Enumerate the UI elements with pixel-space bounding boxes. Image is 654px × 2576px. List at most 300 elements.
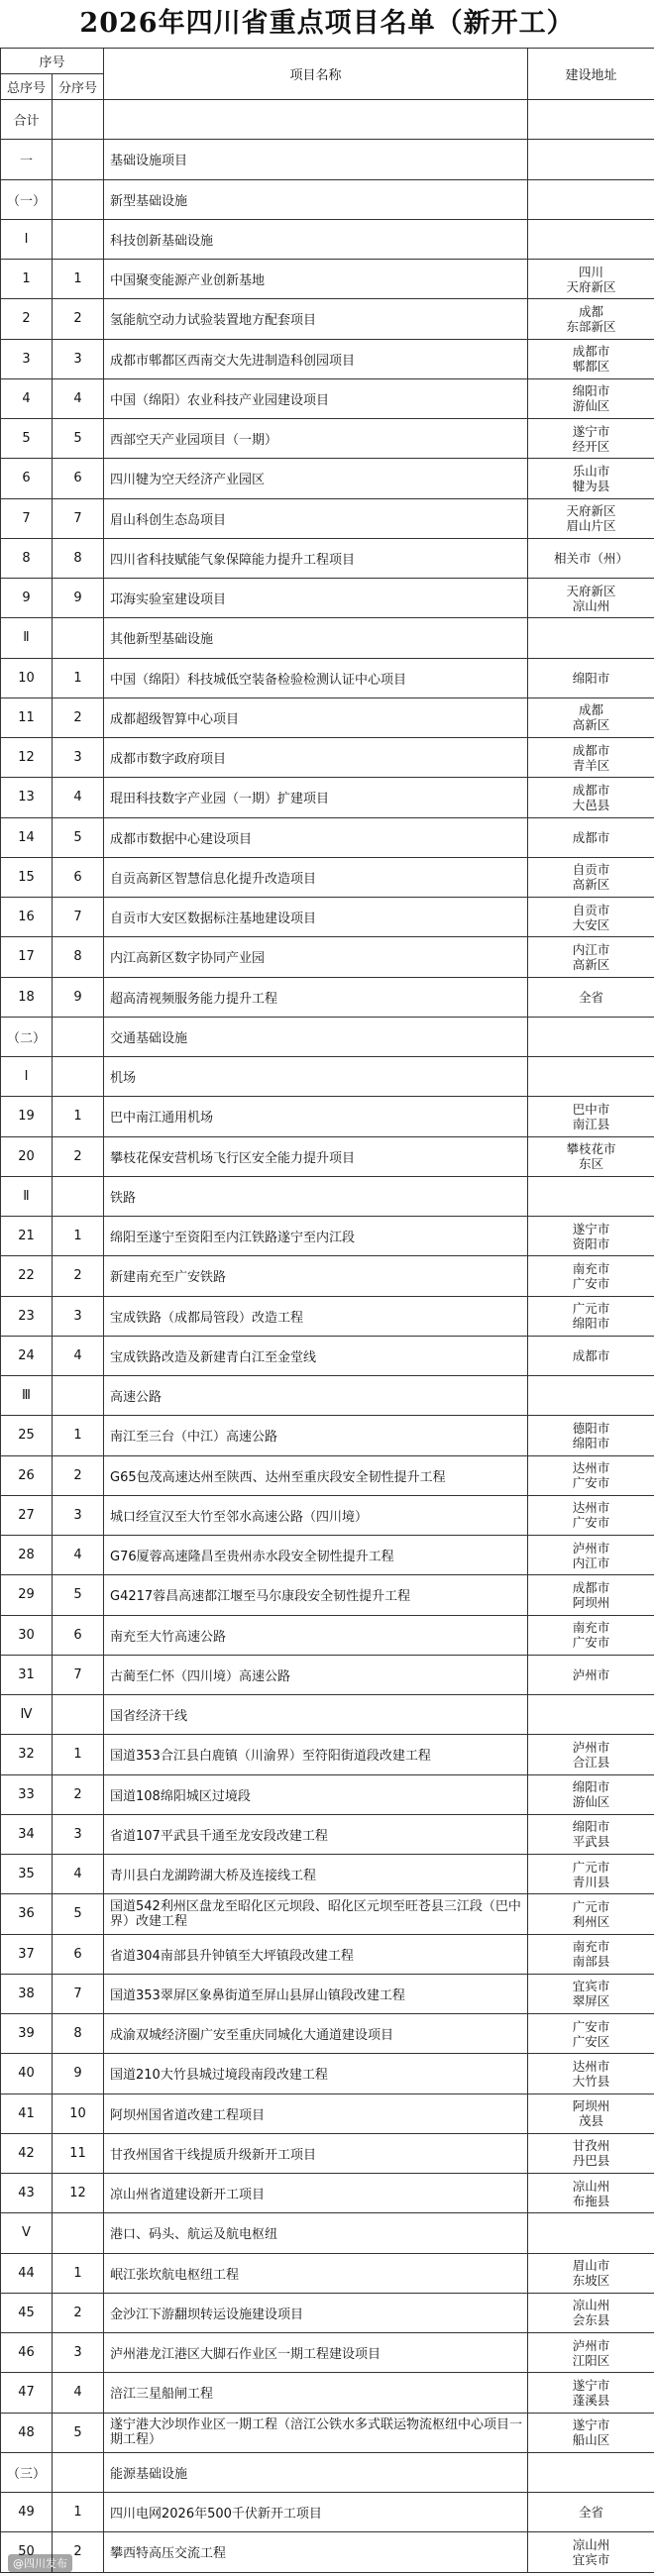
project-name: 国道353合江县白鹿镇（川渝界）至符阳街道段改建工程: [104, 1735, 528, 1774]
project-name: 攀西特高压交流工程: [104, 2532, 528, 2572]
project-name: 琨田科技数字产业园（一期）扩建项目: [104, 778, 528, 817]
sub-number: 5: [53, 2413, 104, 2452]
sub-number: 4: [53, 2373, 104, 2413]
sub-number: 2: [53, 1256, 104, 1296]
sub-number: 6: [53, 1934, 104, 1974]
project-location: 凉山州 会东县: [528, 2293, 654, 2332]
project-location: 自贡市 大安区: [528, 898, 654, 937]
project-name: 阿坝州国省道改建工程项目: [104, 2093, 528, 2133]
project-location: 天府新区 凉山州: [528, 579, 654, 618]
sub-number: 7: [53, 1974, 104, 2013]
sub-number: [53, 1017, 104, 1056]
project-name: 凉山州省道建设新开工项目: [104, 2174, 528, 2213]
table-row: [1, 498, 654, 538]
project-location: 遂宁市 经开区: [528, 419, 654, 459]
project-name: 南充至大竹高速公路: [104, 1615, 528, 1655]
sub-number: 3: [53, 1296, 104, 1336]
table-row: [1, 378, 654, 418]
project-name: 交通基础设施: [104, 1017, 528, 1056]
table-row: [1, 1416, 654, 1455]
total-number: （一）: [1, 179, 53, 219]
table-row: [1, 1575, 654, 1615]
project-name: 基础设施项目: [104, 140, 528, 179]
total-number: Ⅰ: [1, 219, 53, 259]
project-name: 国道108绵阳城区过境段: [104, 1774, 528, 1814]
project-location: 南充市 广安市: [528, 1256, 654, 1296]
total-number: （二）: [1, 1017, 53, 1056]
total-number: 29: [1, 1575, 53, 1615]
total-number: 19: [1, 1097, 53, 1136]
total-number: 1: [1, 260, 53, 299]
sub-number: 6: [53, 1615, 104, 1655]
project-location: 德阳市 绵阳市: [528, 1416, 654, 1455]
total-number: 16: [1, 898, 53, 937]
total-number: 15: [1, 857, 53, 897]
project-location: [528, 618, 654, 658]
total-number: 35: [1, 1855, 53, 1894]
project-name: [104, 100, 528, 140]
table-row: [1, 299, 654, 339]
sub-number: 7: [53, 898, 104, 937]
table-row: [1, 1296, 654, 1336]
sub-number: 5: [53, 1575, 104, 1615]
project-location: 成都市: [528, 817, 654, 857]
total-number: 18: [1, 977, 53, 1017]
header-total-no: 总序号: [1, 74, 53, 100]
project-name: 其他新型基础设施: [104, 618, 528, 658]
table-row: [1, 1894, 654, 1934]
project-location: [528, 100, 654, 140]
table-row: [1, 618, 654, 658]
project-location: 达州市 大竹县: [528, 2054, 654, 2093]
sub-number: 1: [53, 1217, 104, 1256]
table-row: [1, 1217, 654, 1256]
project-location: 广元市 绵阳市: [528, 1296, 654, 1336]
project-name: 省道107平武县千通至龙安段改建工程: [104, 1814, 528, 1854]
sub-number: 2: [53, 2293, 104, 2332]
sub-number: 2: [53, 1455, 104, 1495]
project-name: 成都市郫都区西南交大先进制造科创园项目: [104, 339, 528, 378]
sub-number: [53, 1057, 104, 1097]
project-location: 成都 高新区: [528, 698, 654, 737]
project-name: 港口、码头、航运及航电枢纽: [104, 2213, 528, 2253]
total-number: 11: [1, 698, 53, 737]
table-row: [1, 1136, 654, 1176]
project-location: 成都市 郫都区: [528, 339, 654, 378]
project-location: [528, 219, 654, 259]
total-number: 48: [1, 2413, 53, 2452]
project-name: 新型基础设施: [104, 179, 528, 219]
project-name: 城口经宣汉至大竹至邻水高速公路（四川境）: [104, 1495, 528, 1535]
project-name: 铁路: [104, 1176, 528, 1216]
project-location: 乐山市 犍为县: [528, 459, 654, 498]
sub-number: 1: [53, 658, 104, 698]
sub-number: 2: [53, 299, 104, 339]
project-location: 成都市: [528, 1336, 654, 1375]
table-row: [1, 1974, 654, 2013]
project-location: 遂宁市 船山区: [528, 2413, 654, 2452]
total-number: 2: [1, 299, 53, 339]
project-location: 绵阳市: [528, 658, 654, 698]
sub-number: [53, 1176, 104, 1216]
table-row: [1, 2532, 654, 2572]
table-row: [1, 100, 654, 140]
project-location: [528, 140, 654, 179]
total-number: 21: [1, 1217, 53, 1256]
project-location: 眉山市 东坡区: [528, 2253, 654, 2293]
total-number: 9: [1, 579, 53, 618]
sub-number: 8: [53, 937, 104, 977]
total-number: 49: [1, 2493, 53, 2532]
table-row: [1, 1376, 654, 1416]
sub-number: 1: [53, 260, 104, 299]
sub-number: 2: [53, 2532, 104, 2572]
total-number: 10: [1, 658, 53, 698]
table-row: [1, 1017, 654, 1056]
table-row: [1, 219, 654, 259]
table-row: [1, 2293, 654, 2332]
project-location: 达州市 广安市: [528, 1455, 654, 1495]
sub-number: 5: [53, 1894, 104, 1934]
sub-number: 3: [53, 1495, 104, 1535]
total-number: Ⅰ: [1, 1057, 53, 1097]
table-row: [1, 1695, 654, 1735]
project-location: 巴中市 南江县: [528, 1097, 654, 1136]
sub-number: [53, 219, 104, 259]
table-body: [1, 100, 654, 2573]
project-location: 天府新区 眉山片区: [528, 498, 654, 538]
total-number: 38: [1, 1974, 53, 2013]
table-row: [1, 419, 654, 459]
total-number: 合计: [1, 100, 53, 140]
project-name: 省道304南部县升钟镇至大坪镇段改建工程: [104, 1934, 528, 1974]
project-name: 四川省科技赋能气象保障能力提升工程项目: [104, 538, 528, 578]
table-row: [1, 2213, 654, 2253]
sub-number: 2: [53, 1774, 104, 1814]
project-location: 攀枝花市 东区: [528, 1136, 654, 1176]
project-name: 机场: [104, 1057, 528, 1097]
total-number: 32: [1, 1735, 53, 1774]
sub-number: 1: [53, 1097, 104, 1136]
table-row: [1, 140, 654, 179]
table-row: [1, 1615, 654, 1655]
sub-number: 8: [53, 2014, 104, 2054]
project-name: 能源基础设施: [104, 2452, 528, 2492]
total-number: Ⅱ: [1, 1176, 53, 1216]
table-row: [1, 260, 654, 299]
sub-number: 4: [53, 378, 104, 418]
total-number: 4: [1, 378, 53, 418]
project-name: 科技创新基础设施: [104, 219, 528, 259]
total-number: 27: [1, 1495, 53, 1535]
sub-number: 5: [53, 817, 104, 857]
table-row: [1, 2054, 654, 2093]
sub-number: [53, 2452, 104, 2492]
project-name: 四川犍为空天经济产业园区: [104, 459, 528, 498]
project-location: 四川 天府新区: [528, 260, 654, 299]
table-row: [1, 1934, 654, 1974]
table-row: [1, 857, 654, 897]
project-name: 岷江张坎航电枢纽工程: [104, 2253, 528, 2293]
project-name: 巴中南江通用机场: [104, 1097, 528, 1136]
project-location: 内江市 高新区: [528, 937, 654, 977]
project-name: 宝成铁路（成都局管段）改造工程: [104, 1296, 528, 1336]
project-location: [528, 1376, 654, 1416]
project-name: 青川县白龙湖跨湖大桥及连接线工程: [104, 1855, 528, 1894]
total-number: 一: [1, 140, 53, 179]
total-number: 30: [1, 1615, 53, 1655]
sub-number: 9: [53, 2054, 104, 2093]
project-location: 自贡市 高新区: [528, 857, 654, 897]
project-location: [528, 1017, 654, 1056]
table-row: [1, 2413, 654, 2452]
project-location: [528, 2452, 654, 2492]
sub-number: 2: [53, 1136, 104, 1176]
table-row: [1, 2452, 654, 2492]
project-name: 泸州港龙江港区大脚石作业区一期工程建设项目: [104, 2333, 528, 2373]
table-row: [1, 658, 654, 698]
table-row: [1, 1057, 654, 1097]
total-number: 45: [1, 2293, 53, 2332]
total-number: 44: [1, 2253, 53, 2293]
table-row: [1, 898, 654, 937]
project-location: 广元市 利州区: [528, 1894, 654, 1934]
project-location: [528, 179, 654, 219]
total-number: 36: [1, 1894, 53, 1934]
table-row: [1, 1495, 654, 1535]
total-number: 3: [1, 339, 53, 378]
sub-number: 11: [53, 2133, 104, 2173]
sub-number: 3: [53, 1814, 104, 1854]
project-name: 国道542利州区盘龙至昭化区元坝段、昭化区元坝至旺苍县三江段（巴中界）改建工程: [104, 1894, 528, 1934]
sub-number: [53, 1376, 104, 1416]
header-location: 建设地址: [528, 49, 654, 100]
sub-number: [53, 179, 104, 219]
project-location: 广元市 青川县: [528, 1855, 654, 1894]
project-location: [528, 1695, 654, 1735]
total-number: Ⅴ: [1, 2213, 53, 2253]
table-row: [1, 2093, 654, 2133]
table-row: [1, 179, 654, 219]
project-name: 中国（绵阳）科技城低空装备检验检测认证中心项目: [104, 658, 528, 698]
project-name: 宝成铁路改造及新建青白江至金堂线: [104, 1336, 528, 1375]
project-location: 成都 东部新区: [528, 299, 654, 339]
sub-number: 4: [53, 1855, 104, 1894]
project-location: 泸州市 合江县: [528, 1735, 654, 1774]
sub-number: 1: [53, 1416, 104, 1455]
project-name: 超高清视频服务能力提升工程: [104, 977, 528, 1017]
sub-number: 3: [53, 339, 104, 378]
header-seq: 序号: [1, 49, 104, 74]
total-number: 17: [1, 937, 53, 977]
sub-number: 4: [53, 1336, 104, 1375]
sub-number: 10: [53, 2093, 104, 2133]
table-row: [1, 817, 654, 857]
table-row: [1, 2253, 654, 2293]
sub-number: 3: [53, 738, 104, 778]
total-number: 37: [1, 1934, 53, 1974]
project-name: 国省经济干线: [104, 1695, 528, 1735]
project-location: 阿坝州 茂县: [528, 2093, 654, 2133]
table-row: [1, 1176, 654, 1216]
total-number: Ⅱ: [1, 618, 53, 658]
project-location: 成都市 大邑县: [528, 778, 654, 817]
total-number: 39: [1, 2014, 53, 2054]
project-name: 国道353翠屏区象鼻街道至屏山县屏山镇段改建工程: [104, 1974, 528, 2013]
project-name: 中国聚变能源产业创新基地: [104, 260, 528, 299]
project-name: 成渝双城经济圈广安至重庆同城化大通道建设项目: [104, 2014, 528, 2054]
project-name: 新建南充至广安铁路: [104, 1256, 528, 1296]
project-name: 自贡高新区智慧信息化提升改造项目: [104, 857, 528, 897]
total-number: Ⅲ: [1, 1376, 53, 1416]
table-row: [1, 2493, 654, 2532]
sub-number: 1: [53, 2493, 104, 2532]
total-number: 8: [1, 538, 53, 578]
total-number: 50: [1, 2532, 53, 2572]
table-row: [1, 538, 654, 578]
table-row: [1, 698, 654, 737]
sub-number: [53, 2213, 104, 2253]
sub-number: [53, 1695, 104, 1735]
project-location: 泸州市 内江市: [528, 1536, 654, 1575]
sub-number: 3: [53, 2333, 104, 2373]
project-location: 泸州市 江阳区: [528, 2333, 654, 2373]
project-location: 绵阳市 游仙区: [528, 378, 654, 418]
project-name: 邛海实验室建设项目: [104, 579, 528, 618]
total-number: 22: [1, 1256, 53, 1296]
total-number: 34: [1, 1814, 53, 1854]
project-location: 全省: [528, 977, 654, 1017]
project-location: 南充市 广安市: [528, 1615, 654, 1655]
table-row: [1, 1256, 654, 1296]
total-number: 47: [1, 2373, 53, 2413]
total-number: Ⅳ: [1, 1695, 53, 1735]
table-row: [1, 1655, 654, 1694]
total-number: 41: [1, 2093, 53, 2133]
table-row: [1, 1735, 654, 1774]
project-name: 国道210大竹县城过境段南段改建工程: [104, 2054, 528, 2093]
total-number: 24: [1, 1336, 53, 1375]
project-name: 高速公路: [104, 1376, 528, 1416]
sub-number: 12: [53, 2174, 104, 2213]
project-location: 广安市 广安区: [528, 2014, 654, 2054]
table-row: [1, 2333, 654, 2373]
total-number: 20: [1, 1136, 53, 1176]
table-row: [1, 1455, 654, 1495]
project-name: 自贡市大安区数据标注基地建设项目: [104, 898, 528, 937]
sub-number: 9: [53, 579, 104, 618]
table-row: [1, 2133, 654, 2173]
table-row: [1, 1814, 654, 1854]
table-row: [1, 778, 654, 817]
project-location: 成都市 青羊区: [528, 738, 654, 778]
project-name: 绵阳至遂宁至资阳至内江铁路遂宁至内江段: [104, 1217, 528, 1256]
project-location: 遂宁市 资阳市: [528, 1217, 654, 1256]
watermark: @四川发布: [8, 2554, 72, 2572]
sub-number: 1: [53, 1735, 104, 1774]
total-number: 31: [1, 1655, 53, 1694]
sub-number: 9: [53, 977, 104, 1017]
table-row: [1, 2373, 654, 2413]
project-location: 甘孜州 丹巴县: [528, 2133, 654, 2173]
total-number: 14: [1, 817, 53, 857]
project-location: 全省: [528, 2493, 654, 2532]
project-name: G76厦蓉高速隆昌至贵州赤水段安全韧性提升工程: [104, 1536, 528, 1575]
total-number: 6: [1, 459, 53, 498]
total-number: 12: [1, 738, 53, 778]
project-name: G4217蓉昌高速都江堰至马尔康段安全韧性提升工程: [104, 1575, 528, 1615]
project-name: 古蔺至仁怀（四川境）高速公路: [104, 1655, 528, 1694]
sub-number: 4: [53, 1536, 104, 1575]
project-location: [528, 2213, 654, 2253]
project-location: 绵阳市 游仙区: [528, 1774, 654, 1814]
table-row: [1, 1536, 654, 1575]
project-name: 南江至三台（中江）高速公路: [104, 1416, 528, 1455]
project-location: 相关市（州）: [528, 538, 654, 578]
total-number: 46: [1, 2333, 53, 2373]
total-number: 33: [1, 1774, 53, 1814]
project-location: 泸州市: [528, 1655, 654, 1694]
total-number: 42: [1, 2133, 53, 2173]
total-number: 13: [1, 778, 53, 817]
total-number: （三）: [1, 2452, 53, 2492]
project-name: 中国（绵阳）农业科技产业园建设项目: [104, 378, 528, 418]
project-name: 成都市数据中心建设项目: [104, 817, 528, 857]
project-name: 甘孜州国省干线提质升级新开工项目: [104, 2133, 528, 2173]
project-name: 氢能航空动力试验装置地方配套项目: [104, 299, 528, 339]
project-location: [528, 1057, 654, 1097]
project-name: 四川电网2026年500千伏新开工项目: [104, 2493, 528, 2532]
project-location: 南充市 南部县: [528, 1934, 654, 1974]
project-location: 达州市 广安市: [528, 1495, 654, 1535]
table-row: [1, 1774, 654, 1814]
table-row: [1, 937, 654, 977]
table-row: [1, 977, 654, 1017]
project-name: 成都市数字政府项目: [104, 738, 528, 778]
sub-number: [53, 140, 104, 179]
sub-number: [53, 100, 104, 140]
sub-number: 7: [53, 1655, 104, 1694]
table-row: [1, 579, 654, 618]
total-number: 23: [1, 1296, 53, 1336]
project-name: 西部空天产业园项目（一期）: [104, 419, 528, 459]
sub-number: 2: [53, 698, 104, 737]
header-sub-no: 分序号: [53, 74, 104, 100]
sub-number: 7: [53, 498, 104, 538]
project-name: 眉山科创生态岛项目: [104, 498, 528, 538]
project-name: 攀枝花保安营机场飞行区安全能力提升项目: [104, 1136, 528, 1176]
total-number: 28: [1, 1536, 53, 1575]
total-number: 5: [1, 419, 53, 459]
project-location: 凉山州 布拖县: [528, 2174, 654, 2213]
sub-number: 1: [53, 2253, 104, 2293]
project-name: 成都超级智算中心项目: [104, 698, 528, 737]
table-row: [1, 2014, 654, 2054]
table-row: [1, 1097, 654, 1136]
page-title: 2026年四川省重点项目名单（新开工）: [79, 8, 575, 39]
table-row: [1, 738, 654, 778]
project-table: [0, 48, 654, 2573]
table-row: [1, 2174, 654, 2213]
project-name: 金沙江下游翻坝转运设施建设项目: [104, 2293, 528, 2332]
table-row: [1, 1855, 654, 1894]
total-number: 25: [1, 1416, 53, 1455]
project-name: 遂宁港大沙坝作业区一期工程（涪江公铁水多式联运物流枢纽中心项目一期工程）: [104, 2413, 528, 2452]
sub-number: 6: [53, 459, 104, 498]
project-location: 绵阳市 平武县: [528, 1814, 654, 1854]
table-row: [1, 459, 654, 498]
project-name: G65包茂高速达州至陕西、达州至重庆段安全韧性提升工程: [104, 1455, 528, 1495]
